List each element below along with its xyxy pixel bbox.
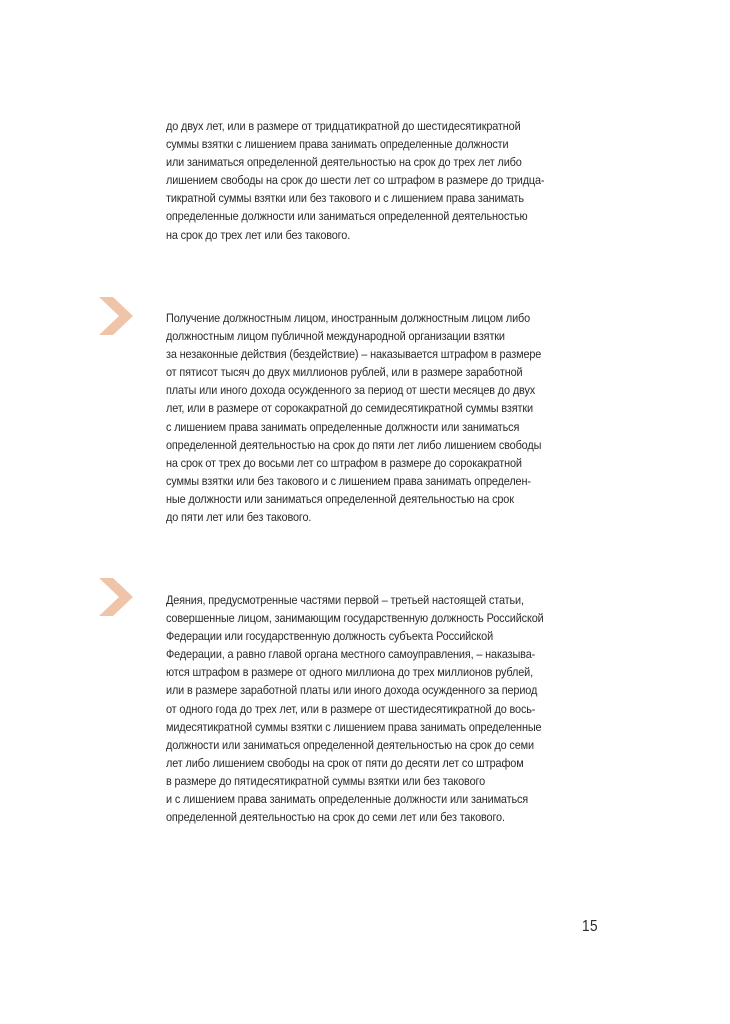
text-line: или в размере заработной платы или иного дохода осужденного за период [166,683,538,698]
chevron-right-icon [99,295,141,337]
paragraph-state-officials [166,591,606,826]
text-line: от пятисот тысяч до двух миллионов рублей, или в размере заработной [166,365,523,380]
text-line: ные должности или заниматься определенной деятельностью на срок [166,491,514,506]
paragraph-bribe-receipt [166,309,606,526]
text-line: на срок до трех лет или без такового. [166,227,351,242]
text-line: Федерации или государственную должность субъекта Российской [166,629,494,644]
text-line: платы или иного дохода осужденного за период от шести месяцев до двух [166,383,536,398]
text-line: определенные должности или заниматься определенной деятельностью [166,209,528,224]
text-line: на срок от трех до восьми лет со штрафом в размере до сорокакратной [166,455,522,470]
text-line: до двух лет, или в размере от тридцатикратной до шестидесятикратной [166,119,521,133]
text-line: ются штрафом в размере от одного миллиона до трех миллионов рублей, [166,665,534,680]
text-line: определенной деятельностью на срок до семи лет или без такового. [166,810,505,825]
text-line: за незаконные действия (бездействие) – наказывается штрафом в размере [166,347,542,362]
text-line: суммы взятки с лишением права занимать определенные должности [166,137,509,152]
text-line: Федерации, а равно главой органа местного самоуправления, – наказыва- [166,647,536,662]
text-line: Деяния, предусмотренные частями первой – третьей настоящей статьи, [166,593,524,607]
text-line: до пяти лет или без такового. [166,510,312,525]
text-line: должностным лицом публичной международной организации взятки [166,329,505,344]
text-line: совершенные лицом, занимающим государственную должность Российской [166,611,544,626]
text-line: и с лишением права занимать определенные должности или заниматься [166,792,529,807]
text-line: мидесятикратной суммы взятки с лишением права занимать определенные [166,719,542,734]
text-line: лишением свободы на срок до шести лет со штрафом в размере до тридца- [166,173,545,188]
text-line: лет либо лишением свободы на срок от пяти до десяти лет со штрафом [166,755,524,770]
text-line: лет, или в размере от сорокакратной до семидесятикратной суммы взятки [166,401,533,416]
text-line: тикратной суммы взятки или без такового и с лишением права занимать [166,191,524,206]
text-line: или заниматься определенной деятельностью на срок до трех лет либо [166,155,522,170]
chevron-right-icon [99,576,141,618]
text-line: должности или заниматься определенной деятельностью на срок до семи [166,737,534,752]
paragraph-continuation [166,117,606,244]
text-line: определенной деятельностью на срок до пяти лет либо лишением свободы [166,437,542,452]
text-line: от одного года до трех лет, или в размере от шестидесятикратной до вось- [166,701,536,716]
text-line: Получение должностным лицом, иностранным должностным лицом либо [166,311,531,325]
text-line: в размере до пятидесятикратной суммы взятки или без такового [166,773,486,788]
text-line: суммы взятки или без такового и с лишением права занимать определен- [166,473,531,488]
text-line: с лишением права занимать определенные должности или заниматься [166,419,520,434]
page-number: 15 [582,918,598,935]
